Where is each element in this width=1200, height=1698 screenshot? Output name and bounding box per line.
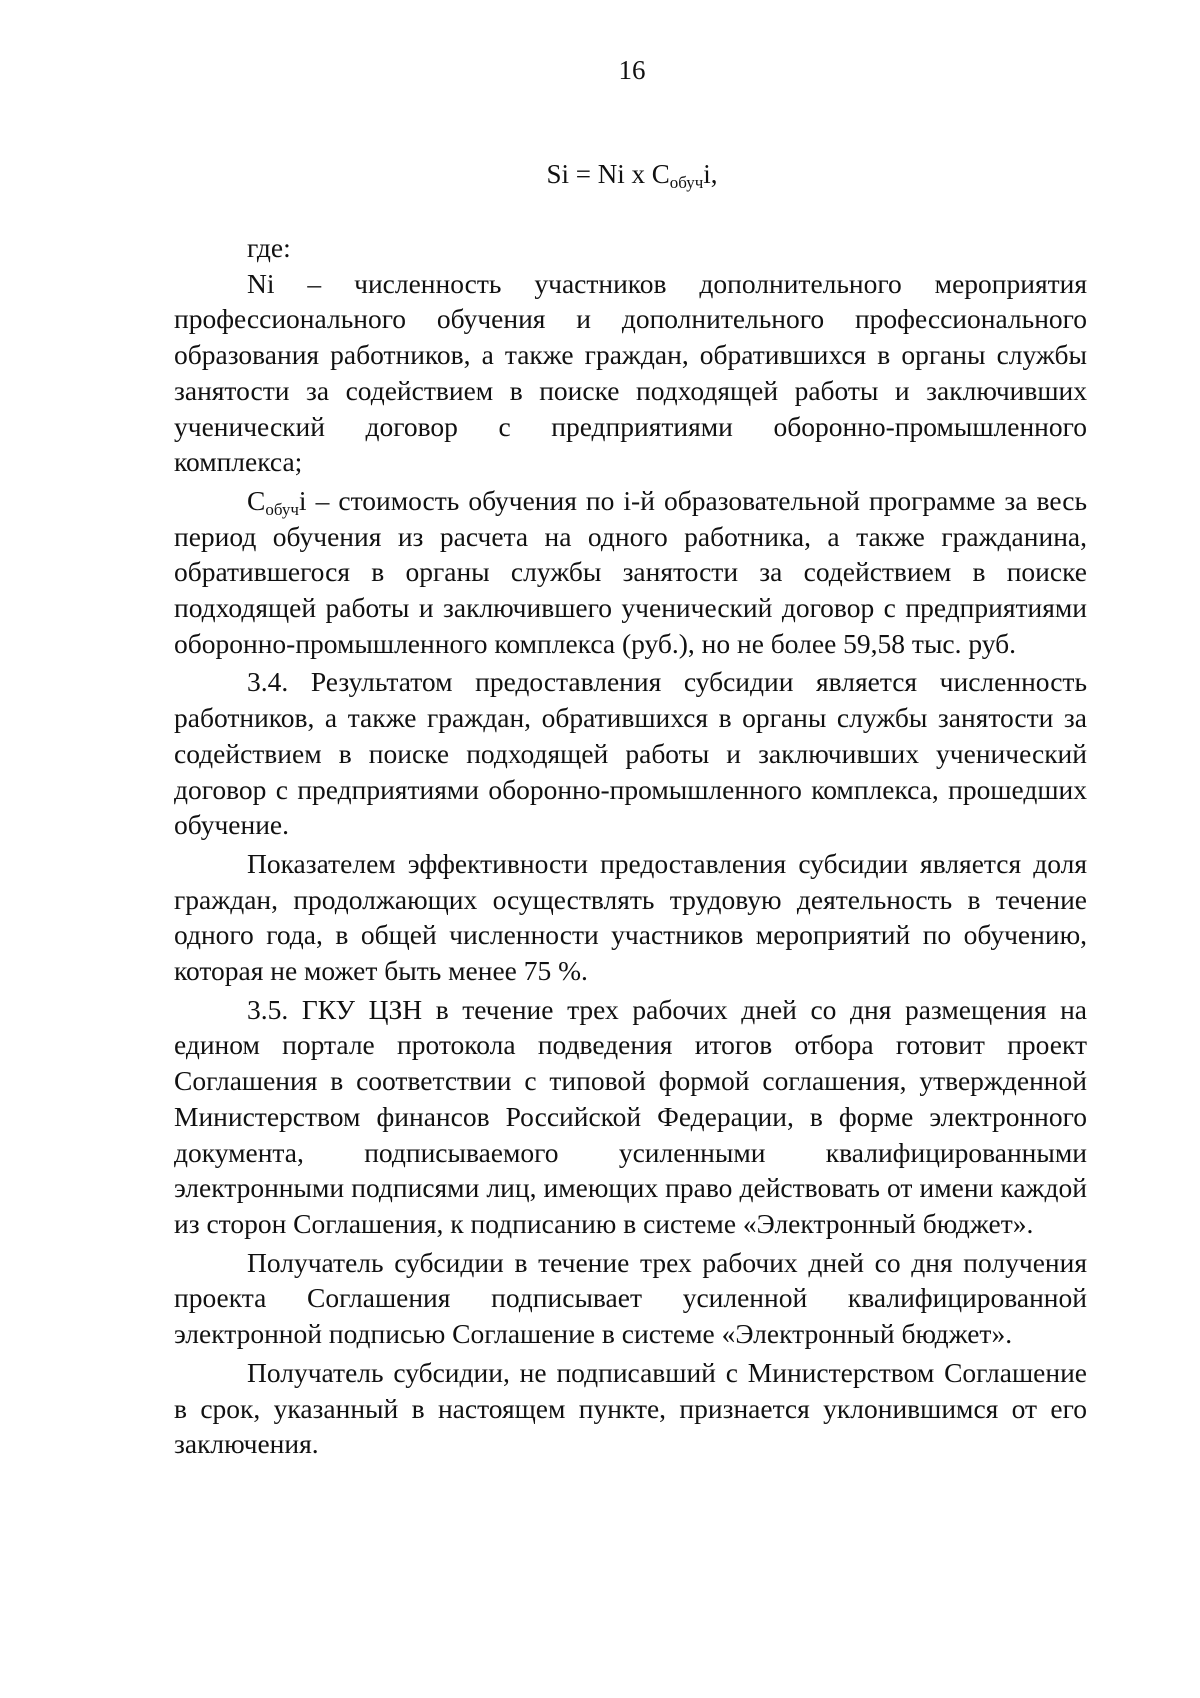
paragraph-cost-definition — [174, 483, 1087, 662]
formula-tail: i, — [703, 159, 718, 189]
paragraph-recipient-declines: Получатель субсидии, не подписавший с Министерством Соглашение в срок, указанный в настоящем пункте, признается уклонившимся от его заключения. — [174, 1356, 1087, 1460]
page-number: 16 — [618, 55, 646, 85]
formula-subscript: обуч — [669, 173, 704, 192]
formula-lhs: Si = Ni x С — [546, 159, 670, 189]
paragraph-3-4: 3.4. Результатом предоставления субсидии является численность работников, а также граждан, обратившихся в органы службы занятости за содействием в поиске подходящей работы и заключивших ученический договор с предприятиями оборонно-промышленного комплекса, прошедших обучение. — [174, 666, 1087, 841]
paragraph-indicator: Показателем эффективности предоставления субсидии является доля граждан, продолжающих осуществлять трудовую деятельность в течение одного года, в общей численности участников мероприятий по обучению, которая не может быть менее 75 %. — [174, 847, 1087, 987]
cost-text: i – стоимость обучения по i-й образовательной программе за весь период обучения из расчета на одного работника, а также гражданина, обратившегося в органы службы занятости за содействием в поиске подходящей работы и заключившего ученический договор с предприятиями оборонно-промышленного комплекса (руб.), но не более 59,58 тыс. руб. — [174, 484, 1087, 659]
document-body — [174, 230, 1087, 1462]
formula — [0, 156, 1200, 192]
paragraph-3-5: 3.5. ГКУ ЦЗН в течение трех рабочих дней со дня размещения на едином портале протокола подведения итогов отбора готовит проект Соглашения в соответствии с типовой формой соглашения, утвержденной Министерством финансов Российской Федерации, в форме электронного документа, подписываемого усиленными квалифицированными электронными подписями лиц, имеющих право действовать от имени каждой из сторон Соглашения, к подписанию в системе «Электронный бюджет». — [174, 993, 1087, 1239]
paragraph-recipient-signs: Получатель субсидии в течение трех рабочих дней со дня получения проекта Соглашения подписывает усиленной квалифицированной электронной подписью Соглашение в системе «Электронный бюджет». — [174, 1246, 1087, 1350]
cost-subscript: обуч — [265, 499, 299, 519]
cost-symbol: С — [247, 484, 266, 516]
where-label: где: — [247, 232, 291, 263]
paragraph-ni-definition: Ni – численность участников дополнительного мероприятия профессионального обучения и дополнительного профессионального образования работников, а также граждан, обратившихся в органы службы занятости за содействием в поиске подходящей работы и заключивших ученический договор с предприятиями оборонно-промышленного комплекса; — [174, 267, 1087, 478]
